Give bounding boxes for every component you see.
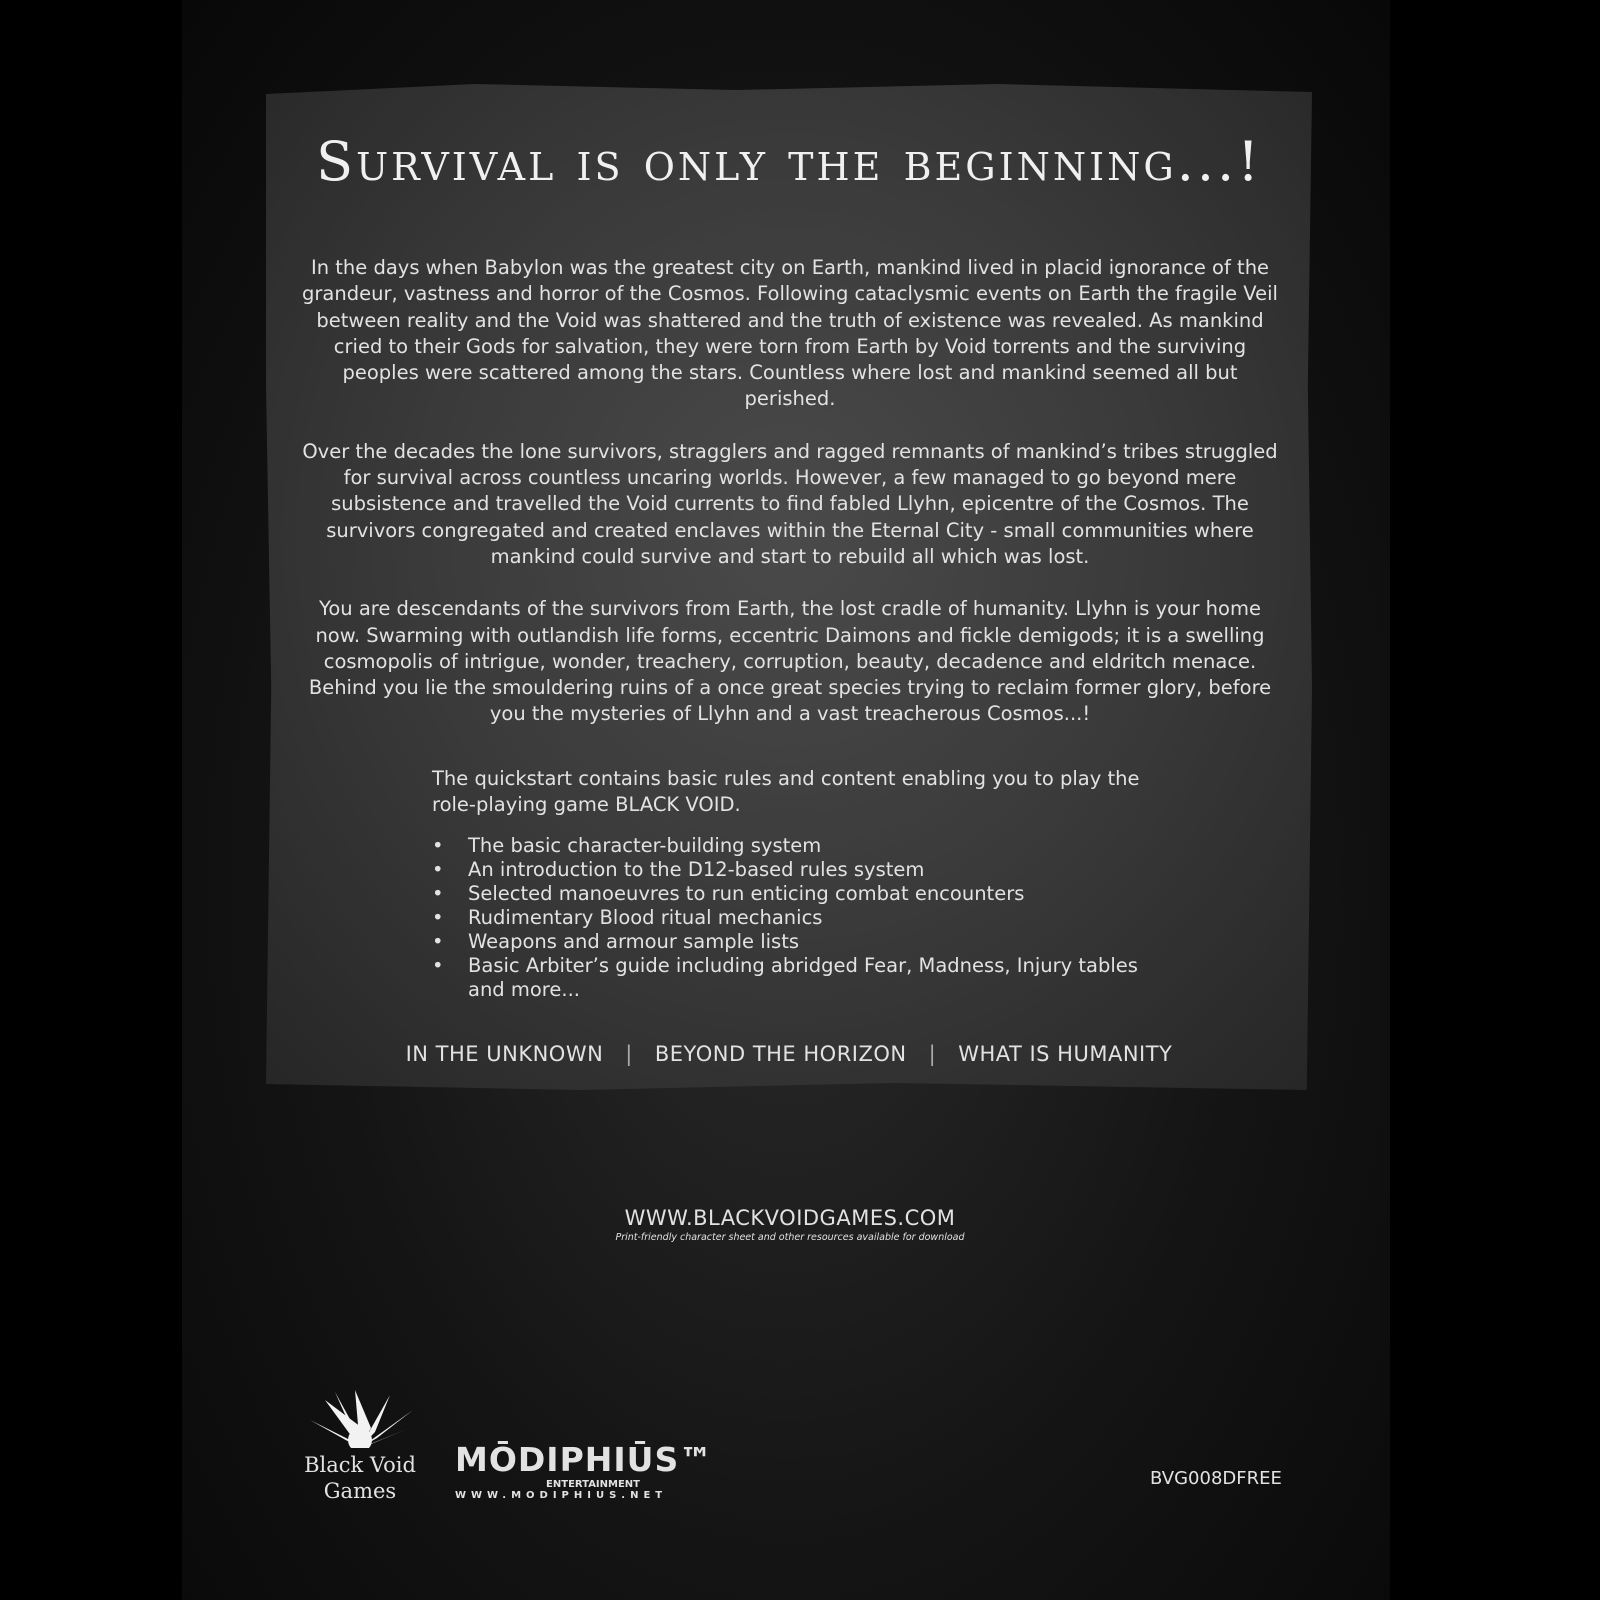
- black-void-games-logo: [290, 1390, 430, 1504]
- starburst-icon: [305, 1390, 415, 1448]
- taglines: [266, 1042, 1312, 1066]
- story-text: [300, 255, 1280, 754]
- website-link[interactable]: WWW.BLACKVOIDGAMES.COM: [624, 1206, 956, 1230]
- list-item: • An introduction to the D12-based rules system: [432, 858, 1172, 882]
- feature-list: [432, 834, 1172, 1002]
- product-code: BVG008DFREE: [1150, 1468, 1282, 1489]
- logo-line: Black Void: [304, 1453, 416, 1477]
- tagline: WHAT IS HUMANITY: [958, 1042, 1173, 1066]
- story-paragraph: Over the decades the lone survivors, stragglers and ragged remnants of mankind’s tribes struggled for survival across countless uncaring worlds. However, a few managed to go beyond mere subsistence and travelled the Void currents to find fabled Llyhn, epicentre of the Cosmos. The survivors congregated and created enclaves within the Eternal City - small communities where mankind could survive and start to rebuild all which was lost.: [302, 439, 1278, 568]
- list-item: • Rudimentary Blood ritual mechanics: [432, 906, 1172, 930]
- website-note: Print-friendly character sheet and other resources available for download: [615, 1232, 965, 1243]
- modiphius-url: WWW.MODIPHIUS.NET: [455, 1490, 668, 1501]
- modiphius-sub: ENTERTAINMENT: [546, 1479, 640, 1490]
- tagline: BEYOND THE HORIZON: [654, 1042, 907, 1066]
- logo-line: Games: [323, 1479, 397, 1503]
- quickstart-section: [432, 766, 1172, 1002]
- list-item: • The basic character-building system: [432, 834, 1172, 858]
- quickstart-intro: The quickstart contains basic rules and content enabling you to play the role-playing game BLACK VOID.: [432, 767, 1140, 816]
- list-item: • Selected manoeuvres to run enticing combat encounters: [432, 882, 1172, 906]
- headline: Survival is only the beginning...!: [316, 130, 1262, 193]
- list-item: • Weapons and armour sample lists: [432, 930, 1172, 954]
- tag-separator: |: [928, 1042, 937, 1066]
- story-paragraph: You are descendants of the survivors from Earth, the lost cradle of humanity. Llyhn is your home now. Swarming with outlandish life forms, eccentric Daimons and fickle demigods; it is a swelling cosmopolis of intrigue, wonder, treachery, corruption, beauty, decadence and eldritch menace. Behind you lie the smouldering ruins of a once great species trying to reclaim former glory, before you the mysteries of Llyhn and a vast treacherous Cosmos...!: [308, 597, 1272, 726]
- modiphius-logo: [455, 1440, 714, 1501]
- tag-separator: |: [625, 1042, 633, 1066]
- list-item: • Basic Arbiter’s guide including abridged Fear, Madness, Injury tables and more...: [432, 954, 1172, 1002]
- tagline: IN THE UNKNOWN: [405, 1042, 604, 1066]
- modiphius-wordmark: MŌDIPHIŪS™: [455, 1440, 714, 1479]
- story-paragraph: In the days when Babylon was the greatest city on Earth, mankind lived in placid ignorance of the grandeur, vastness and horror of the Cosmos. Following cataclysmic events on Earth the fragile Veil between reality and the Void was shattered and the truth of existence was revealed. As mankind cried to their Gods for salvation, they were torn from Earth by Void torrents and the surviving peoples were scattered among the stars. Countless where lost and mankind seemed all but perished.: [302, 256, 1278, 411]
